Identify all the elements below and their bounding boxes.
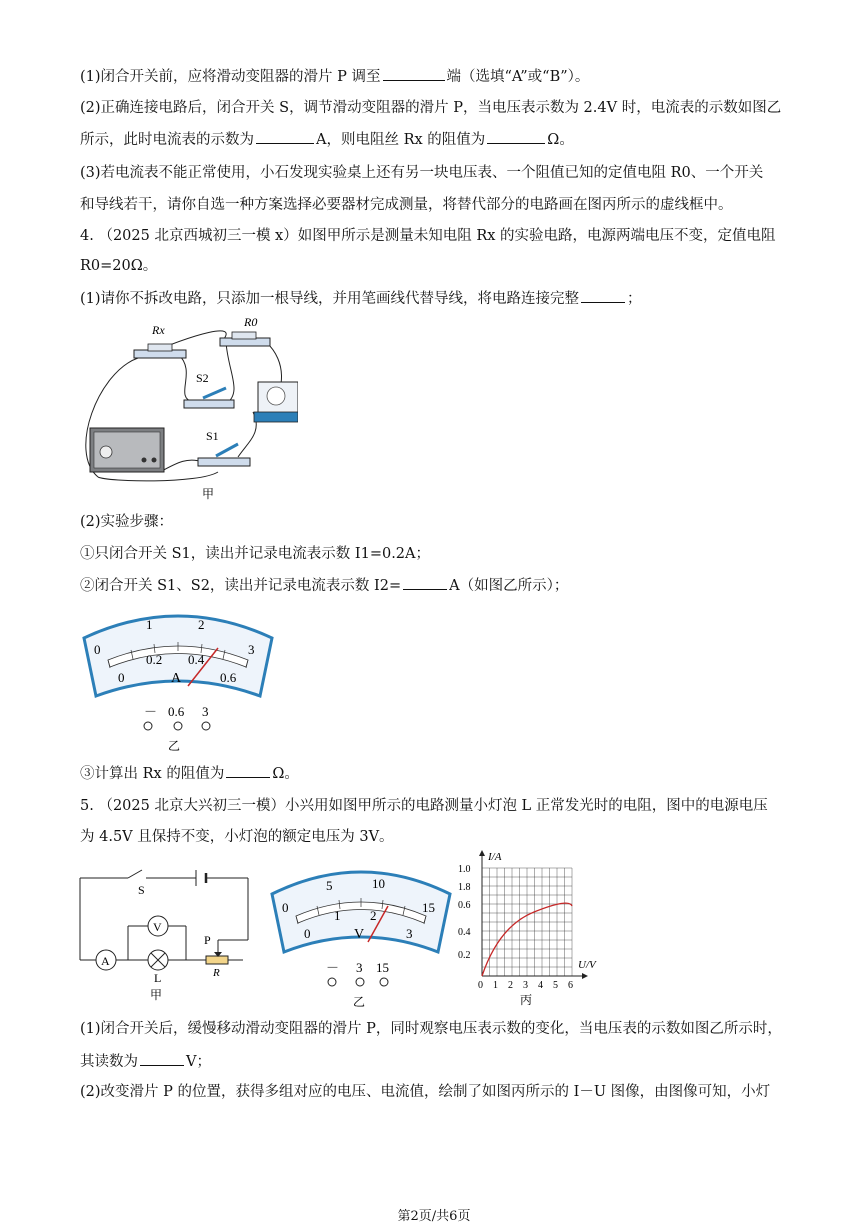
q3-part2-cont: 所示，此时电流表的示数为 A，则电阻丝 Rx 的阻值为 Ω。 (80, 129, 574, 150)
q4-step3: ③计算出 Rx 的阻值为 Ω。 (80, 763, 299, 784)
scale-label: 0 (94, 642, 101, 657)
answer-blank[interactable] (226, 763, 270, 778)
figure-caption: 乙 (353, 995, 366, 1009)
scale-label: 3 (406, 926, 413, 941)
y-tick: 1.8 (458, 882, 471, 893)
q3-part3: (3)若电流表不能正常使用，小石发现实验桌上还有另一块电压表、一个阻值已知的定值电阻 R0、一个开关 (80, 165, 764, 181)
q3-part2: (2)正确连接电路后，闭合开关 S，调节滑动变阻器的滑片 P，当电压表示数为 2.4V 时，电流表的示数如图乙 (80, 100, 782, 116)
q4-part1: (1)请你不拆改电路，只添加一根导线，并用笔画线代替导线，将电路连接完整 ； (80, 288, 642, 309)
q4-part2: (2)实验步骤： (80, 514, 174, 530)
scale-label: 0 (304, 926, 311, 941)
figure-caption: 丙 (520, 993, 533, 1007)
answer-blank[interactable] (403, 575, 447, 590)
slider-label: P (204, 933, 211, 947)
x-tick: 3 (523, 980, 528, 991)
q4-stem-cont: R0=20Ω。 (80, 258, 158, 274)
lamp-label: L (154, 971, 162, 985)
q5-circuit-diagram (78, 864, 258, 1004)
r0-label: R0 (244, 315, 258, 329)
rx-label: Rx (152, 323, 165, 337)
figure-caption: 甲 (202, 487, 215, 501)
terminal-label: 3 (356, 960, 363, 975)
x-tick: 4 (538, 980, 543, 991)
y-tick: 1.0 (458, 864, 471, 875)
scale-label: 2 (370, 908, 377, 923)
iu-graph (454, 850, 606, 1010)
terminal-label: － (326, 960, 340, 975)
scale-label: 15 (422, 900, 435, 915)
q4-step1: ①只闭合开关 S1，读出并记录电流表示数 I1=0.2A； (80, 546, 431, 562)
q4-setup-figure (78, 312, 298, 504)
meter-unit: V (354, 927, 365, 942)
ammeter-label: A (101, 954, 110, 968)
voltmeter-figure (268, 860, 454, 1010)
y-tick: 0.4 (458, 927, 471, 938)
q3-part3-cont: 和导线若干，请你自选一种方案选择必要器材完成测量，将替代部分的电路画在图丙所示的虚线框中。 (80, 197, 733, 213)
scale-label: 1 (334, 908, 341, 923)
scale-label: 5 (326, 878, 333, 893)
answer-blank[interactable] (256, 129, 314, 144)
x-tick: 0 (478, 980, 483, 991)
scale-label: 2 (198, 617, 205, 632)
scale-label: 0.4 (188, 652, 205, 667)
x-axis-label: U/V (578, 959, 596, 971)
q5-part1: (1)闭合开关后，缓慢移动滑动变阻器的滑片 P，同时观察电压表示数的变化，当电压表的示数如图乙所示时， (80, 1021, 782, 1037)
q4-stem: 4. （2025 北京西城初三一模 x）如图甲所示是测量未知电阻 Rx 的实验电路，电源两端电压不变，定值电阻 (80, 228, 776, 244)
q5-part1-cont: 其读数为 V； (80, 1051, 211, 1072)
answer-blank[interactable] (383, 66, 445, 81)
scale-label: 0.2 (146, 652, 163, 667)
q4-step2: ②闭合开关 S1、S2，读出并记录电流表示数 I2= A（如图乙所示）； (80, 575, 568, 596)
answer-blank[interactable] (581, 288, 625, 303)
scale-label: 0 (282, 900, 289, 915)
y-tick: 0.6 (458, 900, 471, 911)
scale-label: 1 (146, 617, 153, 632)
x-tick: 5 (553, 980, 558, 991)
terminal-label: 0.6 (168, 704, 185, 719)
scale-label: 0.6 (220, 670, 237, 685)
figure-caption: 甲 (150, 988, 163, 1002)
s2-label: S2 (196, 371, 209, 385)
ammeter-figure (78, 604, 278, 754)
q5-stem-cont: 为 4.5V 且保持不变，小灯泡的额定电压为 3V。 (80, 829, 394, 845)
answer-blank[interactable] (487, 129, 545, 144)
scale-label: 3 (248, 642, 255, 657)
x-tick: 6 (568, 980, 573, 991)
x-tick: 2 (508, 980, 513, 991)
q3-part1: (1)闭合开关前，应将滑动变阻器的滑片 P 调至 端（选填“A”或“B”）。 (80, 66, 589, 87)
y-axis-label: I/A (488, 851, 502, 863)
answer-blank[interactable] (140, 1051, 184, 1066)
terminal-label: － (144, 704, 158, 719)
q5-part2: (2)改变滑片 P 的位置，获得多组对应的电压、电流值，绘制了如图丙所示的 I－U 图像，由图像可知，小灯 (80, 1084, 771, 1100)
terminal-label: 15 (376, 960, 389, 975)
voltmeter-label: V (153, 920, 162, 934)
scale-label: 10 (372, 876, 385, 891)
figure-caption: 乙 (168, 739, 181, 753)
s1-label: S1 (206, 429, 219, 443)
rheostat-label: R (213, 967, 220, 979)
scale-label: 0 (118, 670, 125, 685)
meter-unit: A (171, 671, 182, 686)
switch-label: S (138, 883, 145, 897)
x-tick: 1 (493, 980, 498, 991)
terminal-label: 3 (202, 704, 209, 719)
page-footer: 第2页/共6页 (397, 1209, 471, 1224)
y-tick: 0.2 (458, 950, 471, 961)
q5-stem: 5. （2025 北京大兴初三一模）小兴用如图甲所示的电路测量小灯泡 L 正常发光时的电阻，图中的电源电压 (80, 798, 768, 814)
